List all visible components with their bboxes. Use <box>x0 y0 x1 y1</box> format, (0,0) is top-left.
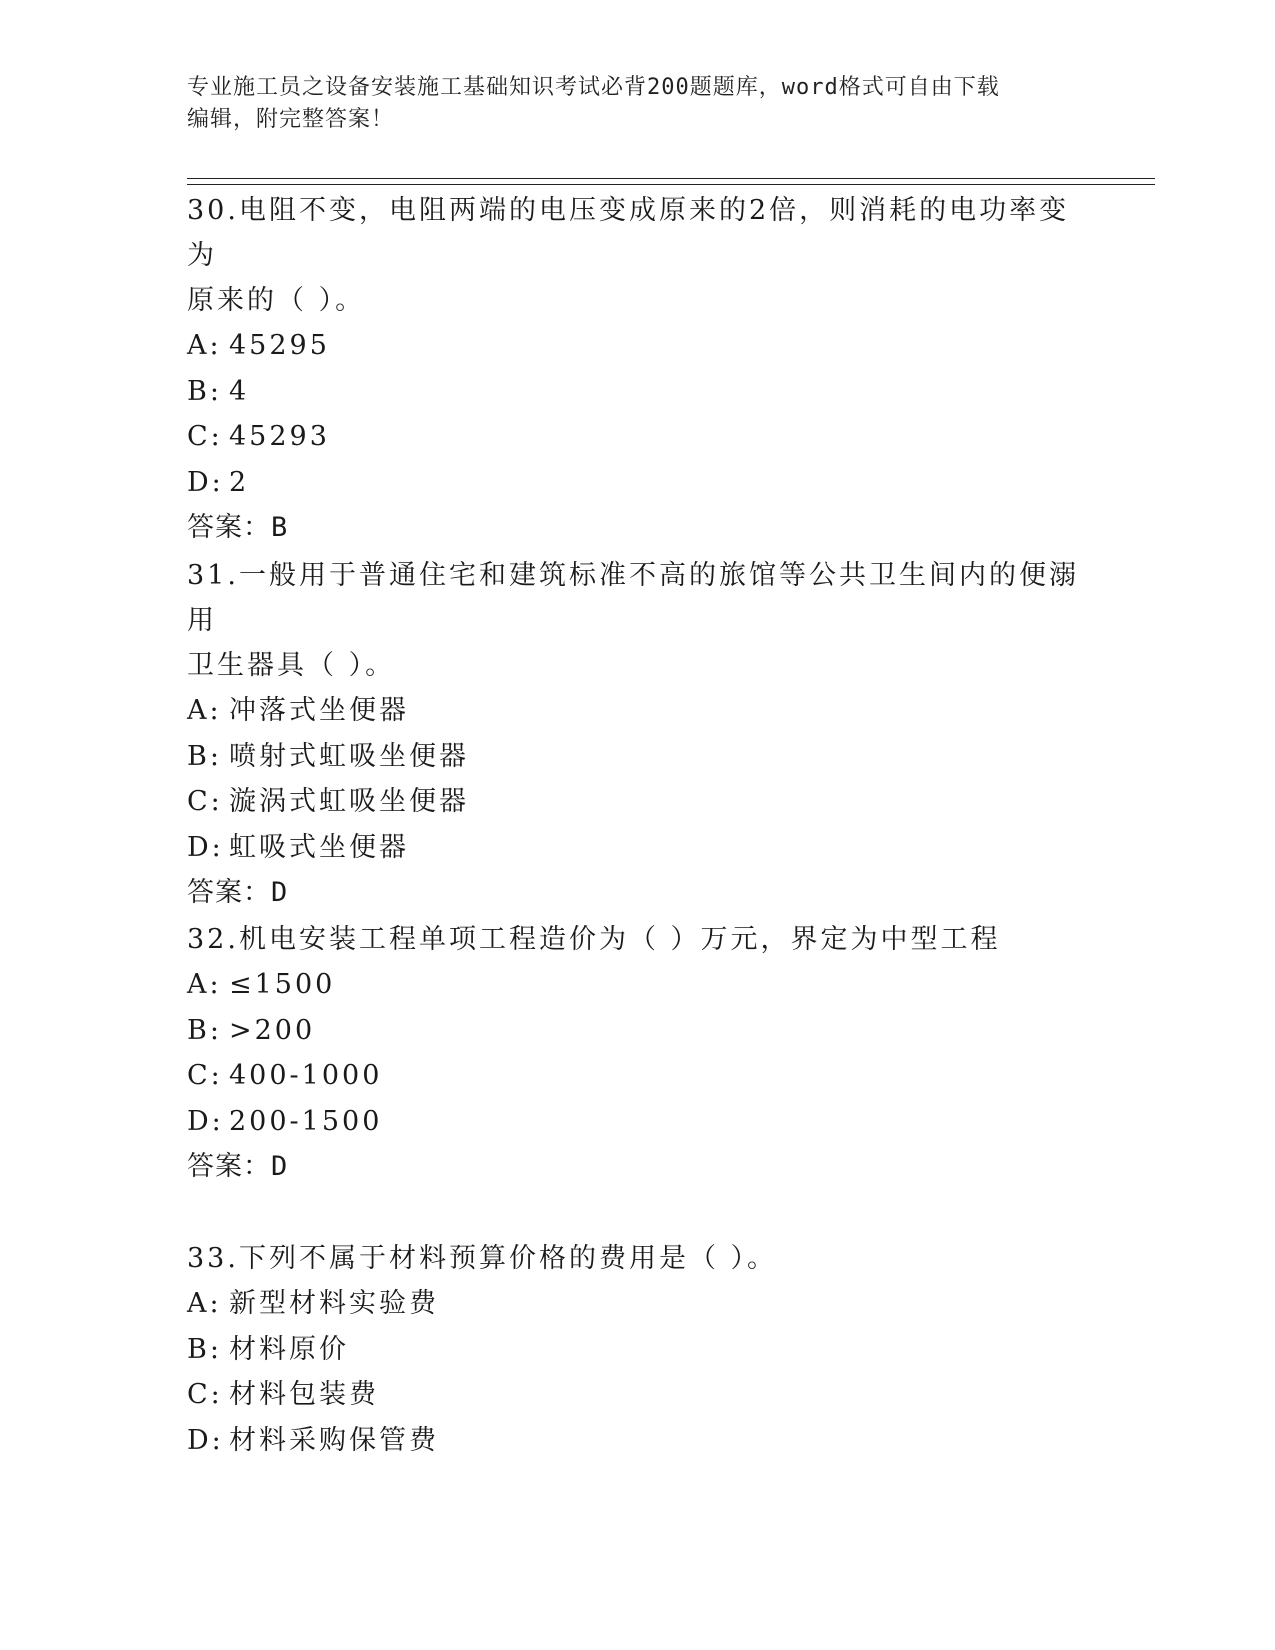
option-letter: B: <box>187 1333 222 1365</box>
question-text-line-2: 卫生器具（ ）。 <box>187 650 396 681</box>
option-a <box>187 323 1087 369</box>
option-letter: A: <box>187 330 222 361</box>
option-text: 2 <box>229 466 250 498</box>
option-b <box>187 1327 1087 1373</box>
option-c <box>187 779 1087 825</box>
option-text: 材料原价 <box>229 1333 349 1365</box>
option-text: 冲落式坐便器 <box>229 695 409 726</box>
option-letter: D: <box>187 466 224 498</box>
option-text: ≤1500 <box>229 969 336 1000</box>
option-text: 200-1500 <box>229 1105 383 1137</box>
option-d <box>187 1418 1087 1464</box>
option-a <box>187 688 1087 734</box>
header-title-line-1: 专业施工员之设备安装施工基础知识考试必背200题题库，word格式可自由下载 <box>187 75 1000 100</box>
option-text: 虹吸式坐便器 <box>229 831 409 863</box>
option-b <box>187 734 1087 780</box>
option-letter: C: <box>187 421 223 452</box>
question-31 <box>187 553 1087 915</box>
option-text: 400-1000 <box>229 1060 383 1091</box>
answer-label: 答案：B <box>187 512 289 543</box>
option-text: 4 <box>229 375 250 407</box>
option-c <box>187 1372 1087 1418</box>
question-30 <box>187 188 1087 550</box>
option-text: 45295 <box>229 330 330 361</box>
question-text-line-1: 31.一般用于普通住宅和建筑标准不高的旅馆等公共卫生间内的便溺用 <box>187 560 1079 636</box>
question-32 <box>187 917 1087 1189</box>
option-d <box>187 460 1087 506</box>
option-c <box>187 1053 1087 1099</box>
question-33 <box>187 1236 1087 1463</box>
option-text: >200 <box>229 1014 316 1046</box>
question-text-line-1: 33.下列不属于材料预算价格的费用是（ ）。 <box>187 1243 778 1274</box>
option-letter: B: <box>187 375 222 407</box>
option-letter: B: <box>187 740 222 772</box>
option-letter: C: <box>187 786 223 817</box>
option-c <box>187 414 1087 460</box>
option-a <box>187 962 1087 1008</box>
option-text: 45293 <box>229 421 330 452</box>
question-text-line-1: 30.电阻不变，电阻两端的电压变成原来的2倍，则消耗的电功率变为 <box>187 195 1070 271</box>
option-letter: A: <box>187 1288 222 1319</box>
option-text: 漩涡式虹吸坐便器 <box>229 786 469 817</box>
option-d <box>187 1099 1087 1145</box>
header-divider-top <box>187 178 1155 179</box>
header-divider-bottom <box>187 184 1155 185</box>
option-letter: C: <box>187 1379 223 1410</box>
option-letter: D: <box>187 1424 224 1456</box>
option-d <box>187 825 1087 871</box>
option-text: 喷射式虹吸坐便器 <box>229 740 469 772</box>
option-letter: A: <box>187 695 222 726</box>
option-letter: D: <box>187 831 224 863</box>
document-header <box>187 72 1087 136</box>
option-b <box>187 1008 1087 1054</box>
question-text-line-2: 原来的（ ）。 <box>187 285 366 316</box>
header-title-line-2: 编辑，附完整答案！ <box>187 107 395 132</box>
option-letter: C: <box>187 1060 223 1091</box>
option-b <box>187 369 1087 415</box>
option-text: 材料包装费 <box>229 1379 379 1410</box>
question-text-line-1: 32.机电安装工程单项工程造价为（ ）万元，界定为中型工程 <box>187 924 1001 955</box>
answer-label: 答案：D <box>187 877 289 908</box>
option-letter: A: <box>187 969 222 1000</box>
option-letter: D: <box>187 1105 224 1137</box>
option-text: 材料采购保管费 <box>229 1424 439 1456</box>
answer-label: 答案：D <box>187 1151 289 1182</box>
option-a <box>187 1281 1087 1327</box>
option-text: 新型材料实验费 <box>229 1288 439 1319</box>
option-letter: B: <box>187 1014 222 1046</box>
